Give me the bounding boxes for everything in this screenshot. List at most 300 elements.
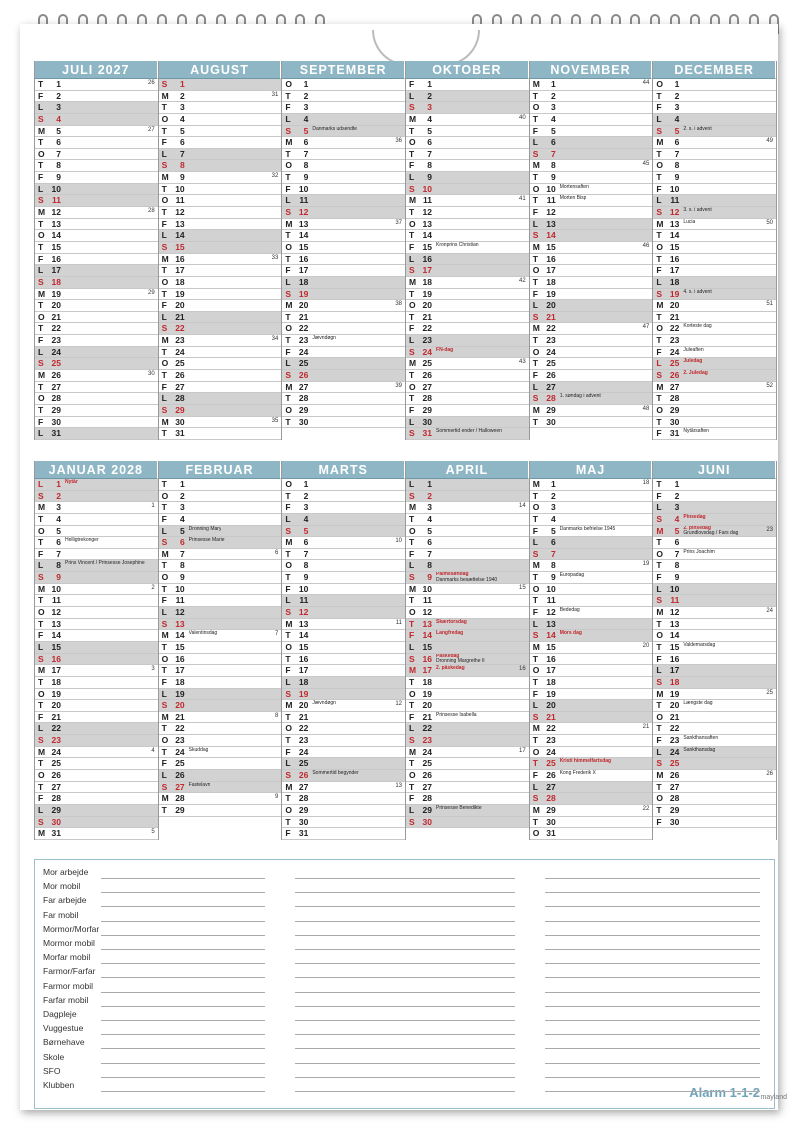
day-row xyxy=(530,479,653,491)
write-line[interactable] xyxy=(545,992,760,993)
weekday-letter: T xyxy=(532,572,538,583)
day-number: 24 xyxy=(175,746,185,757)
weekday-letter: L xyxy=(532,381,538,392)
day-number: 18 xyxy=(546,276,556,287)
write-line[interactable] xyxy=(295,1048,515,1049)
month-column xyxy=(35,461,159,840)
day-row xyxy=(653,323,776,335)
day-row xyxy=(159,782,282,794)
day-number: 2 xyxy=(427,490,433,501)
day-row xyxy=(282,242,405,254)
weekday-letter: M xyxy=(38,370,46,381)
week-number: 6 xyxy=(275,549,279,556)
week-number: 25 xyxy=(766,689,774,696)
weekday-letter: S xyxy=(532,311,539,322)
write-line[interactable] xyxy=(545,1077,760,1078)
day-number: 2 xyxy=(674,90,680,101)
day-number: 24 xyxy=(422,746,433,757)
write-line[interactable] xyxy=(545,1048,760,1049)
day-row xyxy=(282,747,405,759)
write-line[interactable] xyxy=(545,977,760,978)
write-line[interactable] xyxy=(545,892,760,893)
day-row xyxy=(35,195,158,207)
day-row xyxy=(159,254,282,266)
day-number: 24 xyxy=(175,346,185,357)
write-line[interactable] xyxy=(545,906,760,907)
day-note: Dronning Mary xyxy=(188,525,222,532)
write-line[interactable] xyxy=(295,878,515,879)
weekday-letter: T xyxy=(532,335,538,346)
weekday-letter: T xyxy=(409,513,415,524)
write-line[interactable] xyxy=(101,906,265,907)
day-number: 15 xyxy=(669,241,680,252)
weekday-letter: T xyxy=(656,393,662,404)
write-line[interactable] xyxy=(101,878,265,879)
day-number: 27 xyxy=(298,781,309,792)
contact-row xyxy=(35,1009,776,1022)
day-number: 5 xyxy=(56,525,61,536)
weekday-letter: F xyxy=(285,828,291,839)
day-row xyxy=(653,207,776,219)
weekday-letter: T xyxy=(532,253,538,264)
day-number: 2 xyxy=(674,490,680,501)
day-number: 5 xyxy=(303,125,309,136)
day-number: 15 xyxy=(298,241,309,252)
write-line[interactable] xyxy=(295,992,515,993)
contact-label: Farmor mobil xyxy=(43,980,94,991)
weekday-letter: S xyxy=(409,816,415,827)
write-line[interactable] xyxy=(101,1077,265,1078)
weekday-letter: T xyxy=(409,148,415,159)
day-number: 11 xyxy=(175,595,185,606)
weekday-letter: T xyxy=(161,370,167,381)
day-number: 18 xyxy=(51,276,61,287)
day-number: 23 xyxy=(422,335,433,346)
write-line[interactable] xyxy=(545,1063,760,1064)
day-number: 10 xyxy=(175,583,185,594)
day-row xyxy=(653,712,776,724)
day-row xyxy=(159,242,282,254)
write-line[interactable] xyxy=(295,1077,515,1078)
day-row xyxy=(159,102,282,114)
day-number: 23 xyxy=(669,735,680,746)
weekday-letter: O xyxy=(409,688,416,699)
day-row xyxy=(282,805,405,817)
weekday-letter: T xyxy=(285,793,291,804)
day-number: 25 xyxy=(51,758,61,769)
day-number: 12 xyxy=(546,607,556,618)
write-line[interactable] xyxy=(101,963,265,964)
weekday-letter: T xyxy=(161,641,167,652)
day-number: 4 xyxy=(179,513,185,524)
write-line[interactable] xyxy=(545,963,760,964)
day-row xyxy=(653,347,776,359)
weekday-letter: T xyxy=(38,513,44,524)
day-note: Danmarks udsendte xyxy=(312,125,358,132)
weekday-letter: L xyxy=(161,393,167,404)
day-number: 24 xyxy=(669,346,680,357)
day-row xyxy=(653,793,776,805)
day-row xyxy=(159,514,282,526)
weekday-letter: S xyxy=(409,346,415,357)
day-row xyxy=(530,735,653,747)
weekday-letter: T xyxy=(38,381,44,392)
write-line[interactable] xyxy=(101,935,265,936)
month-column xyxy=(159,61,283,440)
day-row xyxy=(159,595,282,607)
day-row xyxy=(282,137,405,149)
weekday-letter: M xyxy=(656,607,664,618)
write-line[interactable] xyxy=(545,921,760,922)
day-row xyxy=(406,137,529,149)
weekday-letter: F xyxy=(656,490,662,501)
day-number: 27 xyxy=(546,381,556,392)
weekday-letter: O xyxy=(285,804,292,815)
day-number: 19 xyxy=(298,688,309,699)
day-row xyxy=(35,560,158,572)
weekday-letter: T xyxy=(285,172,291,183)
weekday-letter: M xyxy=(38,207,46,218)
month-column xyxy=(530,461,654,840)
day-number: 18 xyxy=(175,676,185,687)
day-row xyxy=(282,149,405,161)
day-number: 13 xyxy=(298,618,309,629)
week-number: 15 xyxy=(519,584,526,591)
day-row xyxy=(406,782,529,794)
write-line[interactable] xyxy=(545,1020,760,1021)
day-number: 9 xyxy=(550,172,556,183)
write-line[interactable] xyxy=(295,1063,515,1064)
day-row xyxy=(653,160,776,172)
weekday-letter: S xyxy=(161,79,168,89)
day-number: 11 xyxy=(423,595,433,606)
day-row xyxy=(653,502,776,514)
day-row xyxy=(282,207,405,219)
day-number: 17 xyxy=(422,265,433,276)
day-number: 21 xyxy=(175,311,185,322)
week-number: 34 xyxy=(271,336,279,343)
day-row xyxy=(35,782,158,794)
weekday-letter: L xyxy=(38,346,44,357)
day-row xyxy=(282,584,405,596)
write-line[interactable] xyxy=(545,949,760,950)
write-line[interactable] xyxy=(545,1091,760,1092)
day-row xyxy=(530,91,653,103)
weekday-letter: O xyxy=(656,711,663,722)
write-line[interactable] xyxy=(545,935,760,936)
weekday-letter: L xyxy=(532,300,538,311)
write-line[interactable] xyxy=(545,878,760,879)
day-number: 28 xyxy=(175,793,185,804)
day-row xyxy=(159,230,282,242)
day-number: 14 xyxy=(51,230,61,241)
write-line[interactable] xyxy=(295,1006,515,1007)
day-number: 4 xyxy=(56,113,61,124)
weekday-letter: M xyxy=(38,665,46,676)
write-line[interactable] xyxy=(101,992,265,993)
day-note: Prinsesse Benedikte xyxy=(436,804,482,811)
day-row xyxy=(530,793,653,805)
day-row xyxy=(282,172,405,184)
write-line[interactable] xyxy=(295,1034,515,1035)
day-row xyxy=(35,277,158,289)
weekday-letter: L xyxy=(656,583,662,594)
day-row xyxy=(653,607,776,619)
day-number: 8 xyxy=(179,160,185,171)
day-number: 23 xyxy=(422,735,433,746)
day-number: 28 xyxy=(422,393,433,404)
weekday-letter: S xyxy=(285,370,292,381)
write-line[interactable] xyxy=(295,963,515,964)
day-number: 8 xyxy=(674,160,680,171)
weekday-letter: S xyxy=(656,125,663,136)
weekday-letter: O xyxy=(38,688,45,699)
day-number: 1 xyxy=(427,79,433,89)
day-row xyxy=(159,79,282,91)
weekday-letter: M xyxy=(161,253,169,264)
weekday-letter: L xyxy=(409,641,415,652)
write-line[interactable] xyxy=(295,949,515,950)
weekday-letter: F xyxy=(409,323,415,334)
day-row xyxy=(406,393,529,405)
day-row xyxy=(282,560,405,572)
day-row xyxy=(653,370,776,382)
weekday-letter: S xyxy=(38,816,44,827)
day-row xyxy=(35,572,158,584)
week-number: 38 xyxy=(395,301,403,308)
day-number: 3 xyxy=(674,502,680,513)
day-row xyxy=(653,630,776,642)
weekday-letter: F xyxy=(409,548,415,559)
write-line[interactable] xyxy=(101,1020,265,1021)
write-line[interactable] xyxy=(101,1006,265,1007)
contact-label: Vuggestue xyxy=(43,1023,84,1034)
weekday-letter: T xyxy=(532,816,538,827)
write-line[interactable] xyxy=(101,949,265,950)
write-line[interactable] xyxy=(101,921,265,922)
day-number: 13 xyxy=(546,618,556,629)
weekday-letter: L xyxy=(38,804,44,815)
day-row xyxy=(653,102,776,114)
day-row xyxy=(159,405,282,417)
day-row xyxy=(653,782,776,794)
write-line[interactable] xyxy=(101,1034,265,1035)
day-row xyxy=(35,514,158,526)
day-row xyxy=(406,335,529,347)
weekday-letter: S xyxy=(38,572,44,583)
day-row xyxy=(159,712,282,724)
weekday-letter: O xyxy=(532,346,540,357)
day-row xyxy=(653,735,776,747)
week-number: 44 xyxy=(642,80,650,86)
day-row xyxy=(406,491,529,503)
weekday-letter: T xyxy=(161,288,167,299)
day-number: 3 xyxy=(303,102,309,113)
day-row xyxy=(653,393,776,405)
month-header: DECEMBER xyxy=(653,61,776,79)
day-row xyxy=(530,654,653,666)
weekday-letter: O xyxy=(409,381,416,392)
day-number: 1 xyxy=(550,79,556,89)
day-number: 20 xyxy=(546,300,556,311)
day-row xyxy=(282,700,405,712)
write-line[interactable] xyxy=(295,906,515,907)
day-row xyxy=(35,160,158,172)
weekday-letter: M xyxy=(161,416,169,427)
day-row xyxy=(35,526,158,538)
day-number: 6 xyxy=(674,137,680,148)
weekday-letter: T xyxy=(161,346,167,357)
weekday-letter: L xyxy=(285,358,291,369)
write-line[interactable] xyxy=(295,892,515,893)
weekday-letter: S xyxy=(532,793,539,804)
weekday-letter: T xyxy=(656,230,662,241)
day-row xyxy=(35,126,158,138)
write-line[interactable] xyxy=(101,892,265,893)
day-number: 20 xyxy=(669,700,680,711)
day-row xyxy=(406,514,529,526)
day-number: 13 xyxy=(51,218,61,229)
day-number: 10 xyxy=(298,183,309,194)
day-number: 19 xyxy=(175,288,185,299)
weekday-letter: M xyxy=(161,711,169,722)
day-number: 11 xyxy=(175,195,185,206)
write-line[interactable] xyxy=(295,921,515,922)
weekday-letter: L xyxy=(285,676,291,687)
weekday-letter: F xyxy=(285,183,291,194)
week-number: 39 xyxy=(395,382,403,389)
day-number: 15 xyxy=(51,241,61,252)
day-number: 29 xyxy=(669,804,680,815)
day-number: 6 xyxy=(56,537,61,548)
day-row xyxy=(530,358,653,370)
day-row xyxy=(159,91,282,103)
weekday-letter: O xyxy=(285,160,292,171)
day-number: 9 xyxy=(179,572,185,583)
day-number: 29 xyxy=(175,404,185,415)
day-number: 16 xyxy=(669,253,680,264)
write-line[interactable] xyxy=(545,1034,760,1035)
weekday-letter: F xyxy=(532,125,538,136)
day-row xyxy=(530,758,653,770)
day-row xyxy=(406,572,529,584)
day-row xyxy=(282,619,405,631)
day-row xyxy=(530,491,653,503)
write-line[interactable] xyxy=(101,977,265,978)
contact-label: Farmor/Farfar xyxy=(43,966,96,977)
day-number: 4 xyxy=(179,113,185,124)
weekday-letter: M xyxy=(38,288,46,299)
weekday-letter: O xyxy=(656,793,663,804)
day-number: 14 xyxy=(298,630,309,641)
contact-row xyxy=(35,952,776,965)
write-line[interactable] xyxy=(295,935,515,936)
weekday-letter: S xyxy=(656,370,663,381)
day-note: Prinsesse Marie xyxy=(188,537,225,544)
write-line[interactable] xyxy=(545,1006,760,1007)
day-number: 11 xyxy=(423,195,433,206)
day-number: 28 xyxy=(298,393,309,404)
day-number: 31 xyxy=(669,428,680,439)
write-line[interactable] xyxy=(101,1091,265,1092)
day-row xyxy=(530,347,653,359)
day-number: 7 xyxy=(674,148,680,159)
day-row xyxy=(282,230,405,242)
day-number: 6 xyxy=(179,137,185,148)
day-row xyxy=(282,526,405,538)
write-line[interactable] xyxy=(295,977,515,978)
day-number: 22 xyxy=(175,723,185,734)
day-number: 9 xyxy=(179,172,185,183)
weekday-letter: M xyxy=(409,276,417,287)
day-number: 1 xyxy=(550,479,556,489)
day-row xyxy=(159,277,282,289)
weekday-letter: S xyxy=(161,781,168,792)
day-row xyxy=(653,91,776,103)
weekday-letter: F xyxy=(409,79,415,89)
day-row xyxy=(530,642,653,654)
day-row xyxy=(282,537,405,549)
day-number: 8 xyxy=(179,560,185,571)
write-line[interactable] xyxy=(295,1020,515,1021)
contact-label: Skole xyxy=(43,1051,65,1062)
weekday-letter: M xyxy=(409,583,417,594)
write-line[interactable] xyxy=(101,1063,265,1064)
day-number: 8 xyxy=(303,160,309,171)
day-row xyxy=(159,207,282,219)
weekday-letter: T xyxy=(285,416,291,427)
day-number: 20 xyxy=(175,700,185,711)
day-row xyxy=(282,549,405,561)
day-number: 27 xyxy=(546,781,556,792)
weekday-letter: M xyxy=(38,828,46,839)
weekday-letter: T xyxy=(285,253,291,264)
weekday-letter: L xyxy=(409,253,415,264)
day-number: 4 xyxy=(303,113,309,124)
day-number: 13 xyxy=(669,618,680,629)
weekday-letter: O xyxy=(532,746,540,757)
day-number: 4 xyxy=(303,513,309,524)
day-note: Lucia xyxy=(683,218,696,225)
day-row xyxy=(35,137,158,149)
day-row xyxy=(406,382,529,394)
weekday-letter: F xyxy=(532,207,538,218)
weekday-letter: T xyxy=(656,416,662,427)
month-header: APRIL xyxy=(406,461,529,479)
day-row xyxy=(159,502,282,514)
day-number: 29 xyxy=(51,804,61,815)
write-line[interactable] xyxy=(295,1091,515,1092)
day-row xyxy=(35,114,158,126)
day-row xyxy=(653,677,776,689)
day-row xyxy=(530,79,653,91)
day-number: 15 xyxy=(51,641,61,652)
write-line[interactable] xyxy=(101,1048,265,1049)
contact-row xyxy=(35,910,776,923)
day-number: 3 xyxy=(427,102,433,113)
weekday-letter: M xyxy=(285,381,293,392)
weekday-letter: T xyxy=(656,90,662,101)
day-row xyxy=(35,91,158,103)
day-row xyxy=(406,230,529,242)
day-row xyxy=(406,689,529,701)
day-note: Sankthansaften xyxy=(683,735,719,742)
weekday-letter: T xyxy=(656,804,662,815)
weekday-letter: F xyxy=(38,90,44,101)
week-number: 36 xyxy=(395,138,403,145)
weekday-letter: T xyxy=(532,513,538,524)
weekday-letter: L xyxy=(409,560,415,571)
